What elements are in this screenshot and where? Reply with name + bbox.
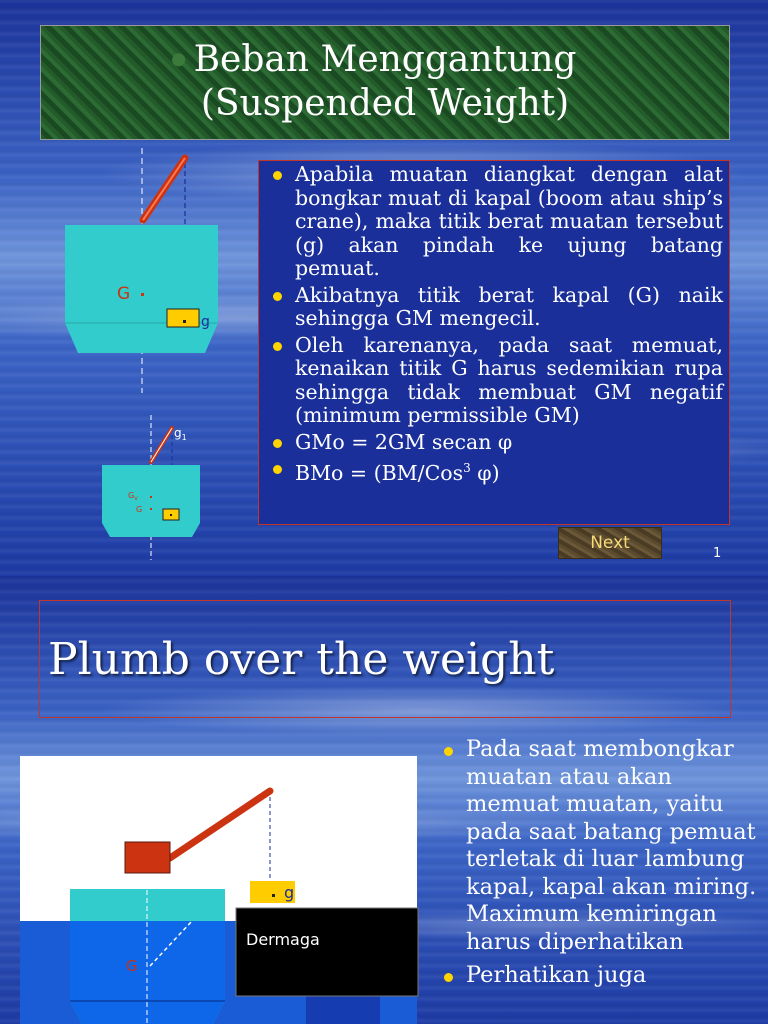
slide-2-title: Plumb over the weight xyxy=(39,600,731,718)
slide-1-title xyxy=(40,25,730,140)
slide-2 xyxy=(0,576,768,1024)
G-label: G xyxy=(117,284,131,304)
plumb-diagram xyxy=(20,756,420,1024)
weight-dot xyxy=(170,514,172,516)
g-label: g xyxy=(284,883,295,902)
bullet-item-4: GMo = 2GM secan φ xyxy=(269,431,723,455)
g-label: g xyxy=(201,314,210,330)
bullet-item-5: BMo = (BM/Cos$^3$ φ) xyxy=(269,457,723,485)
Gv-point xyxy=(150,496,152,498)
quay-structure xyxy=(306,996,380,1024)
g-label: g xyxy=(182,507,190,521)
G-point xyxy=(150,508,152,510)
dermaga-box xyxy=(236,908,418,996)
Gv-label: $G_v$ xyxy=(128,491,138,502)
ship-diagram-top xyxy=(55,148,235,398)
bullet-item-3: Oleh karenanya, pada saat memuat, kenaikan titik G harus sedemikian rupa sehingga tidak membuat GM negatif (minimum permissible GM) xyxy=(269,334,723,428)
title-line-1: Beban Menggantung xyxy=(193,39,577,80)
title-line-2: (Suspended Weight) xyxy=(200,83,570,124)
deckhouse xyxy=(125,842,170,873)
g1-label: $g_1$ xyxy=(174,426,187,442)
G-point xyxy=(141,293,144,296)
bullet-item-1: Pada saat membongkar muatan atau akan memuat muatan, yaitu pada saat batang pemuat terletak di luar lambung kapal, kapal akan miring. Maximum kemiringan harus diperhatikan xyxy=(440,736,760,956)
ship-diagram-bottom xyxy=(98,415,208,565)
dermaga-label: Dermaga xyxy=(246,930,320,949)
weight-dot xyxy=(183,320,186,323)
G-label: G xyxy=(136,505,143,514)
bullet-list xyxy=(258,160,730,525)
next-button[interactable]: Next xyxy=(558,527,662,559)
ship-hull xyxy=(102,465,200,537)
ship-hull xyxy=(65,225,218,353)
bullet-item-2: Perhatikan juga xyxy=(440,962,760,990)
boom-highlight xyxy=(151,428,172,462)
bullet-list xyxy=(440,736,760,996)
weight-box xyxy=(167,309,199,327)
bullet-item-2: Akibatnya titik berat kapal (G) naik sehingga GM mengecil. xyxy=(269,284,723,331)
G-label: G xyxy=(126,957,138,975)
bullet-item-1: Apabila muatan diangkat dengan alat bongkar muat di kapal (boom atau ship’s crane), maka titik berat muatan tersebut (g) akan pindah ke ujung batang pemuat. xyxy=(269,163,723,281)
boom-highlight xyxy=(143,158,185,220)
page-number: 1 xyxy=(713,546,722,561)
weight-dot xyxy=(272,894,275,897)
